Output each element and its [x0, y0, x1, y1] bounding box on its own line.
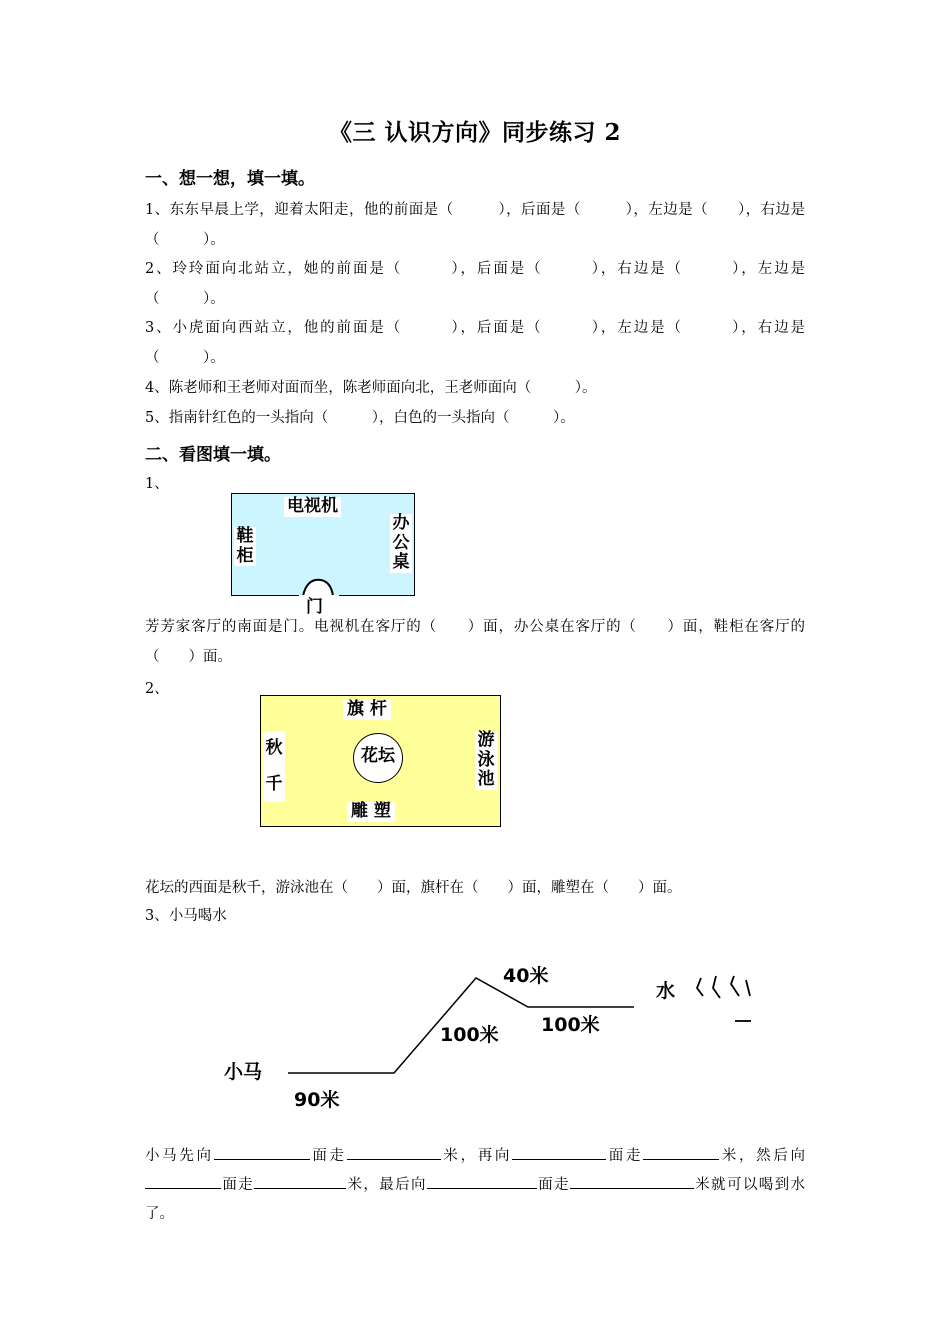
figure1-question: 芳芳家客厅的南面是门。电视机在客厅的（ ）面，办公桌在客厅的（ ）面，鞋柜在客厅的（ ）面。	[145, 619, 805, 665]
answer-blank-1[interactable]	[214, 1143, 310, 1160]
answer-blank-3[interactable]	[512, 1143, 606, 1160]
segment3-distance: 40米	[503, 965, 549, 987]
segment4-distance: 100米	[541, 1014, 600, 1036]
water-ripples-icon	[697, 976, 751, 1021]
shoe-cabinet-label: 鞋柜	[234, 527, 256, 566]
tv-label: 电视机	[284, 497, 341, 517]
segment1-distance: 90米	[294, 1089, 340, 1111]
park-diagram	[260, 695, 501, 827]
answer-blank-5[interactable]	[145, 1172, 221, 1189]
figure3-question: 小马先向 面走 米，再向 面走 米，然后向面走 米，最后向 面走 米就可以喝到水了。	[145, 1142, 805, 1229]
door-label: 门	[306, 597, 323, 617]
figure2-number: 2、	[145, 681, 169, 697]
answer-blank-4[interactable]	[643, 1143, 719, 1160]
question-1: 1、东东早晨上学，迎着太阳走，他的前面是（ ），后面是（ ），左边是（ ），右边是（ ）。	[145, 202, 805, 248]
flower-bed-label: 花坛	[361, 746, 395, 766]
flower-bed-circle	[353, 733, 403, 783]
swing-label: 秋千	[263, 731, 285, 802]
section1-heading: 一、想一想，填一填。	[145, 169, 315, 189]
sculpture-label: 雕 塑	[347, 802, 395, 822]
swimming-pool-label: 游泳池	[475, 731, 497, 790]
flagpole-label: 旗 杆	[343, 700, 391, 720]
question-2: 2、玲玲面向北站立，她的前面是（ ），后面是（ ），右边是（ ），左边是（ ）。	[145, 261, 805, 307]
figure2-question: 花坛的西面是秋千，游泳池在（ ）面，旗杆在（ ）面，雕塑在（ ）面。	[145, 880, 682, 896]
answer-blank-8[interactable]	[570, 1172, 694, 1189]
pony-label: 小马	[224, 1061, 263, 1083]
question-4: 4、陈老师和王老师对面而坐，陈老师面向北，王老师面向（ ）。	[145, 380, 597, 396]
answer-blank-7[interactable]	[427, 1172, 537, 1189]
question-5: 5、指南针红色的一头指向（ ），白色的一头指向（ ）。	[145, 410, 575, 426]
page-title: 《三 认识方向》同步练习 2	[328, 119, 622, 146]
section2-heading: 二、看图填一填。	[145, 445, 281, 465]
segment2-distance: 100米	[440, 1024, 499, 1046]
question-3: 3、小虎面向西站立，他的前面是（ ），后面是（ ），左边是（ ），右边是（ ）。	[145, 320, 805, 366]
figure3-title: 3、小马喝水	[145, 908, 227, 924]
figure1-number: 1、	[145, 476, 169, 492]
water-label: 水	[656, 980, 676, 1002]
office-desk-label: 办公桌	[390, 514, 412, 573]
answer-blank-6[interactable]	[254, 1172, 346, 1189]
answer-blank-2[interactable]	[347, 1143, 441, 1160]
